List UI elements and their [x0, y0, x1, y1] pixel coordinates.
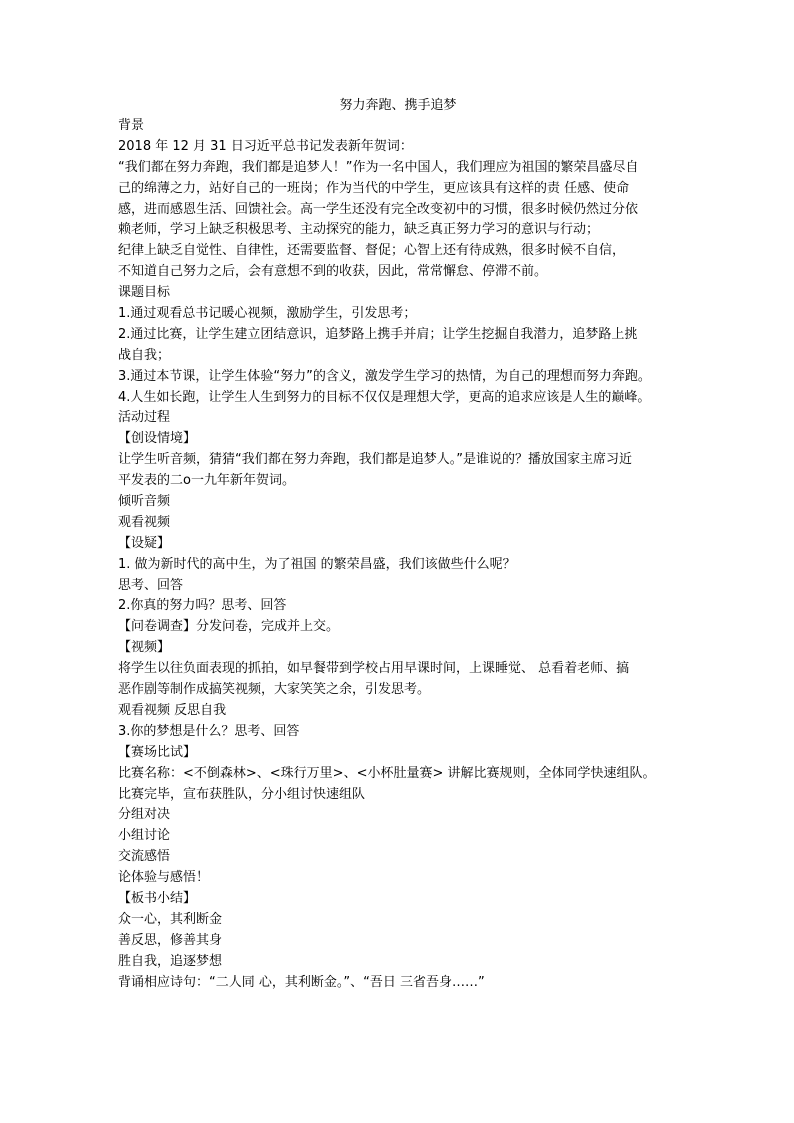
document-title: 努力奔跑、携手追梦: [339, 98, 457, 113]
body-line: 背景: [118, 118, 145, 133]
body-line: 【创设情境】: [118, 431, 197, 447]
body-line: 3.通过本节课，让学生体验“努力”的含义，激发学生学习的热情，为自己的理想而努力奔跑。: [118, 368, 651, 384]
body-line: 【赛场比试】: [118, 744, 197, 760]
body-line: 让学生听音频，猜猜“我们都在努力奔跑，我们都是追梦人。”是谁说的？播放国家主席习近: [118, 452, 632, 468]
body-line: 【视频】: [118, 640, 171, 656]
body-line: 【设疑】: [118, 535, 171, 551]
body-line: “我们都在努力奔跑，我们都是追梦人！”作为一名中国人，我们理应为祖国的繁荣昌盛尽自: [118, 159, 639, 175]
body-line: 2018 年 12 月 31 日习近平总书记发表新年贺词：: [118, 138, 413, 154]
body-line: 1. 做为新时代的高中生，为了祖国 的繁荣昌盛，我们该做些什么呢？: [118, 556, 516, 572]
body-line: 将学生以往负面表现的抓拍，如早餐带到学校占用早课时间，上课睡觉、 总看着老师、搞: [118, 661, 630, 677]
body-line: 背诵相应诗句：“二人同 心，其利断金。”、“吾日 三省吾身……”: [118, 974, 485, 990]
body-line: 2.通过比赛，让学生建立团结意识，追梦路上携手并肩；让学生挖掘自我潜力，追梦路上挑: [118, 326, 638, 342]
body-line: 课题目标: [118, 285, 171, 301]
body-line: 平发表的二o一九年新年贺词。: [118, 473, 295, 489]
body-line: 1.通过观看总书记暖心视频，激励学生，引发思考；: [118, 306, 417, 322]
body-line: 3.你的梦想是什么？思考、回答: [118, 723, 300, 739]
body-line: 众一心，其利断金: [118, 911, 223, 927]
body-line: 感，进而感恩生活、回馈社会。高一学生还没有完全改变初中的习惯，很多时候仍然过分依: [118, 201, 639, 217]
body-line: 战自我；: [118, 347, 171, 363]
body-line: 【问卷调查】分发问卷，完成并上交。: [118, 619, 340, 635]
body-line: 观看视频: [118, 514, 171, 530]
body-line: 纪律上缺乏自觉性、自律性，还需要监督、督促；心智上还有待成熟，很多时候不自信，: [118, 243, 626, 259]
body-line: 交流感悟: [118, 849, 171, 865]
body-line: 2.你真的努力吗？思考、回答: [118, 598, 287, 614]
body-line: 4.人生如长跑，让学生人生到努力的目标不仅仅是理想大学，更高的追求应该是人生的巅峰。: [118, 389, 651, 405]
body-line: 分组对决: [118, 807, 171, 823]
body-line: 活动过程: [118, 410, 171, 426]
body-line: 【板书小结】: [118, 890, 197, 906]
body-line: 赖老师，学习上缺乏积极思考、主动探究的能力，缺乏真正努力学习的意识与行动；: [118, 222, 600, 238]
body-line: 观看视频 反思自我: [118, 702, 227, 718]
body-line: 论体验与感悟！: [118, 870, 210, 886]
body-line: 倾听音频: [118, 494, 171, 510]
body-line: 己的绵薄之力，站好自己的一班岗；作为当代的中学生，更应该具有这样的责 任感、使命: [118, 180, 630, 196]
body-line: 思考、回答: [118, 577, 184, 593]
body-line: 比赛完毕，宣布获胜队，分小组讨快速组队: [118, 786, 366, 802]
body-line: 比赛名称：<不倒森林>、<珠行万里>、<小杯肚量赛> 讲解比赛规则，全体同学快速组队。: [118, 765, 656, 781]
body-line: 胜自我，追逐梦想: [118, 953, 223, 969]
body-line: 恶作剧等制作成搞笑视频，大家笑笑之余，引发思考。: [118, 682, 431, 698]
body-line: 不知道自己努力之后，会有意想不到的收获，因此，常常懈怠、停滞不前。: [118, 264, 548, 280]
body-line: 小组讨论: [118, 828, 171, 844]
document-body: [118, 116, 684, 993]
body-line: 善反思，修善其身: [118, 932, 223, 948]
